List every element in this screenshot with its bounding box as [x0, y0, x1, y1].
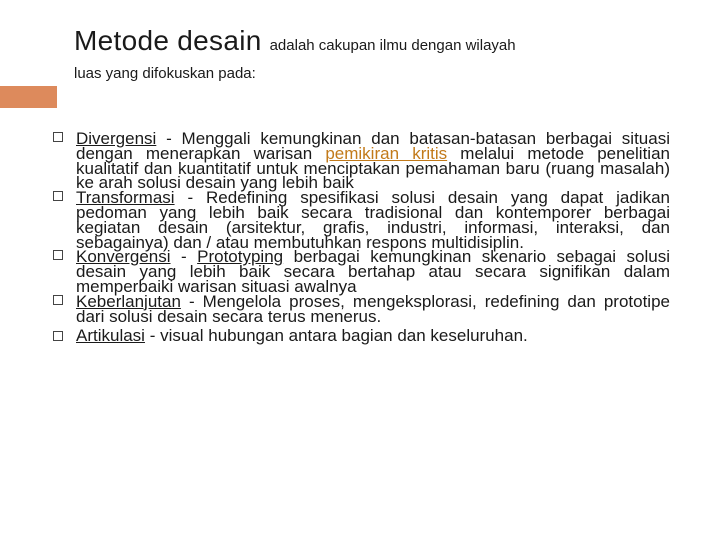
checkbox-bullet-icon	[53, 191, 63, 201]
slide-title: Metode desain	[74, 25, 262, 56]
bullet-list	[50, 129, 671, 346]
title-continuation: adalah cakupan ilmu dengan wilayah	[269, 37, 516, 54]
list-item-divergensi	[50, 129, 670, 193]
list-item-transformasi	[50, 188, 670, 252]
keyword-link[interactable]: Artikulasi	[76, 326, 145, 346]
keyword-link[interactable]: Divergensi	[76, 129, 157, 148]
keyword-link[interactable]: Keberlanjutan	[76, 291, 181, 311]
checkbox-bullet-icon	[53, 132, 63, 142]
title-block	[74, 26, 704, 83]
bullet-text: - visual hubungan antara bagian dan keseluruhan.	[144, 326, 528, 346]
checkbox-bullet-icon	[53, 295, 63, 305]
checkbox-bullet-icon	[53, 250, 63, 260]
bullet-text: - Menggali kemungkinan dan batasan-batasan berbagai situasi dengan menerapkan warisan	[76, 129, 670, 163]
bullet-text: -	[170, 247, 198, 267]
bullet-text: - Redefining spesifikasi solusi desain yang dapat jadikan pedoman yang lebih baik secara tradisional dan kontemporer berbagai kegiatan desain (arsitektur, grafis, industri, informasi, interaksi, dan sebagainya) dan / atau membutuhkan respons multidisiplin.	[76, 188, 670, 252]
title-line	[74, 26, 704, 61]
bullet-text: - Mengelola proses, mengeksplorasi, redefining dan prototipe dari solusi desain secara terus menerus.	[76, 291, 670, 326]
keyword-link[interactable]: Konvergensi	[76, 247, 171, 267]
title-subline: luas yang difokuskan pada:	[74, 65, 256, 82]
keyword-link[interactable]: Prototyping	[197, 247, 284, 267]
bullet-text: melalui metode penelitian kualitatif dan kuantitatif untuk menciptakan pemahaman baru (ruang masalah) ke arah solusi desain yang lebih baik	[76, 143, 670, 193]
keyword-link[interactable]: pemikiran kritis	[325, 143, 448, 163]
list-item-konvergensi	[50, 247, 671, 296]
bullet-text: berbagai kemungkinan skenario sebagai solusi desain yang lebih baik secara bertahap atau secara signifikan dalam memperbaiki warisan situasi awalnya	[76, 247, 671, 296]
list-item-artikulasi	[50, 326, 670, 346]
keyword-link[interactable]: Transformasi	[76, 188, 175, 208]
list-item-keberlanjutan	[50, 291, 670, 326]
accent-bar	[0, 86, 57, 108]
checkbox-bullet-icon	[53, 331, 63, 341]
